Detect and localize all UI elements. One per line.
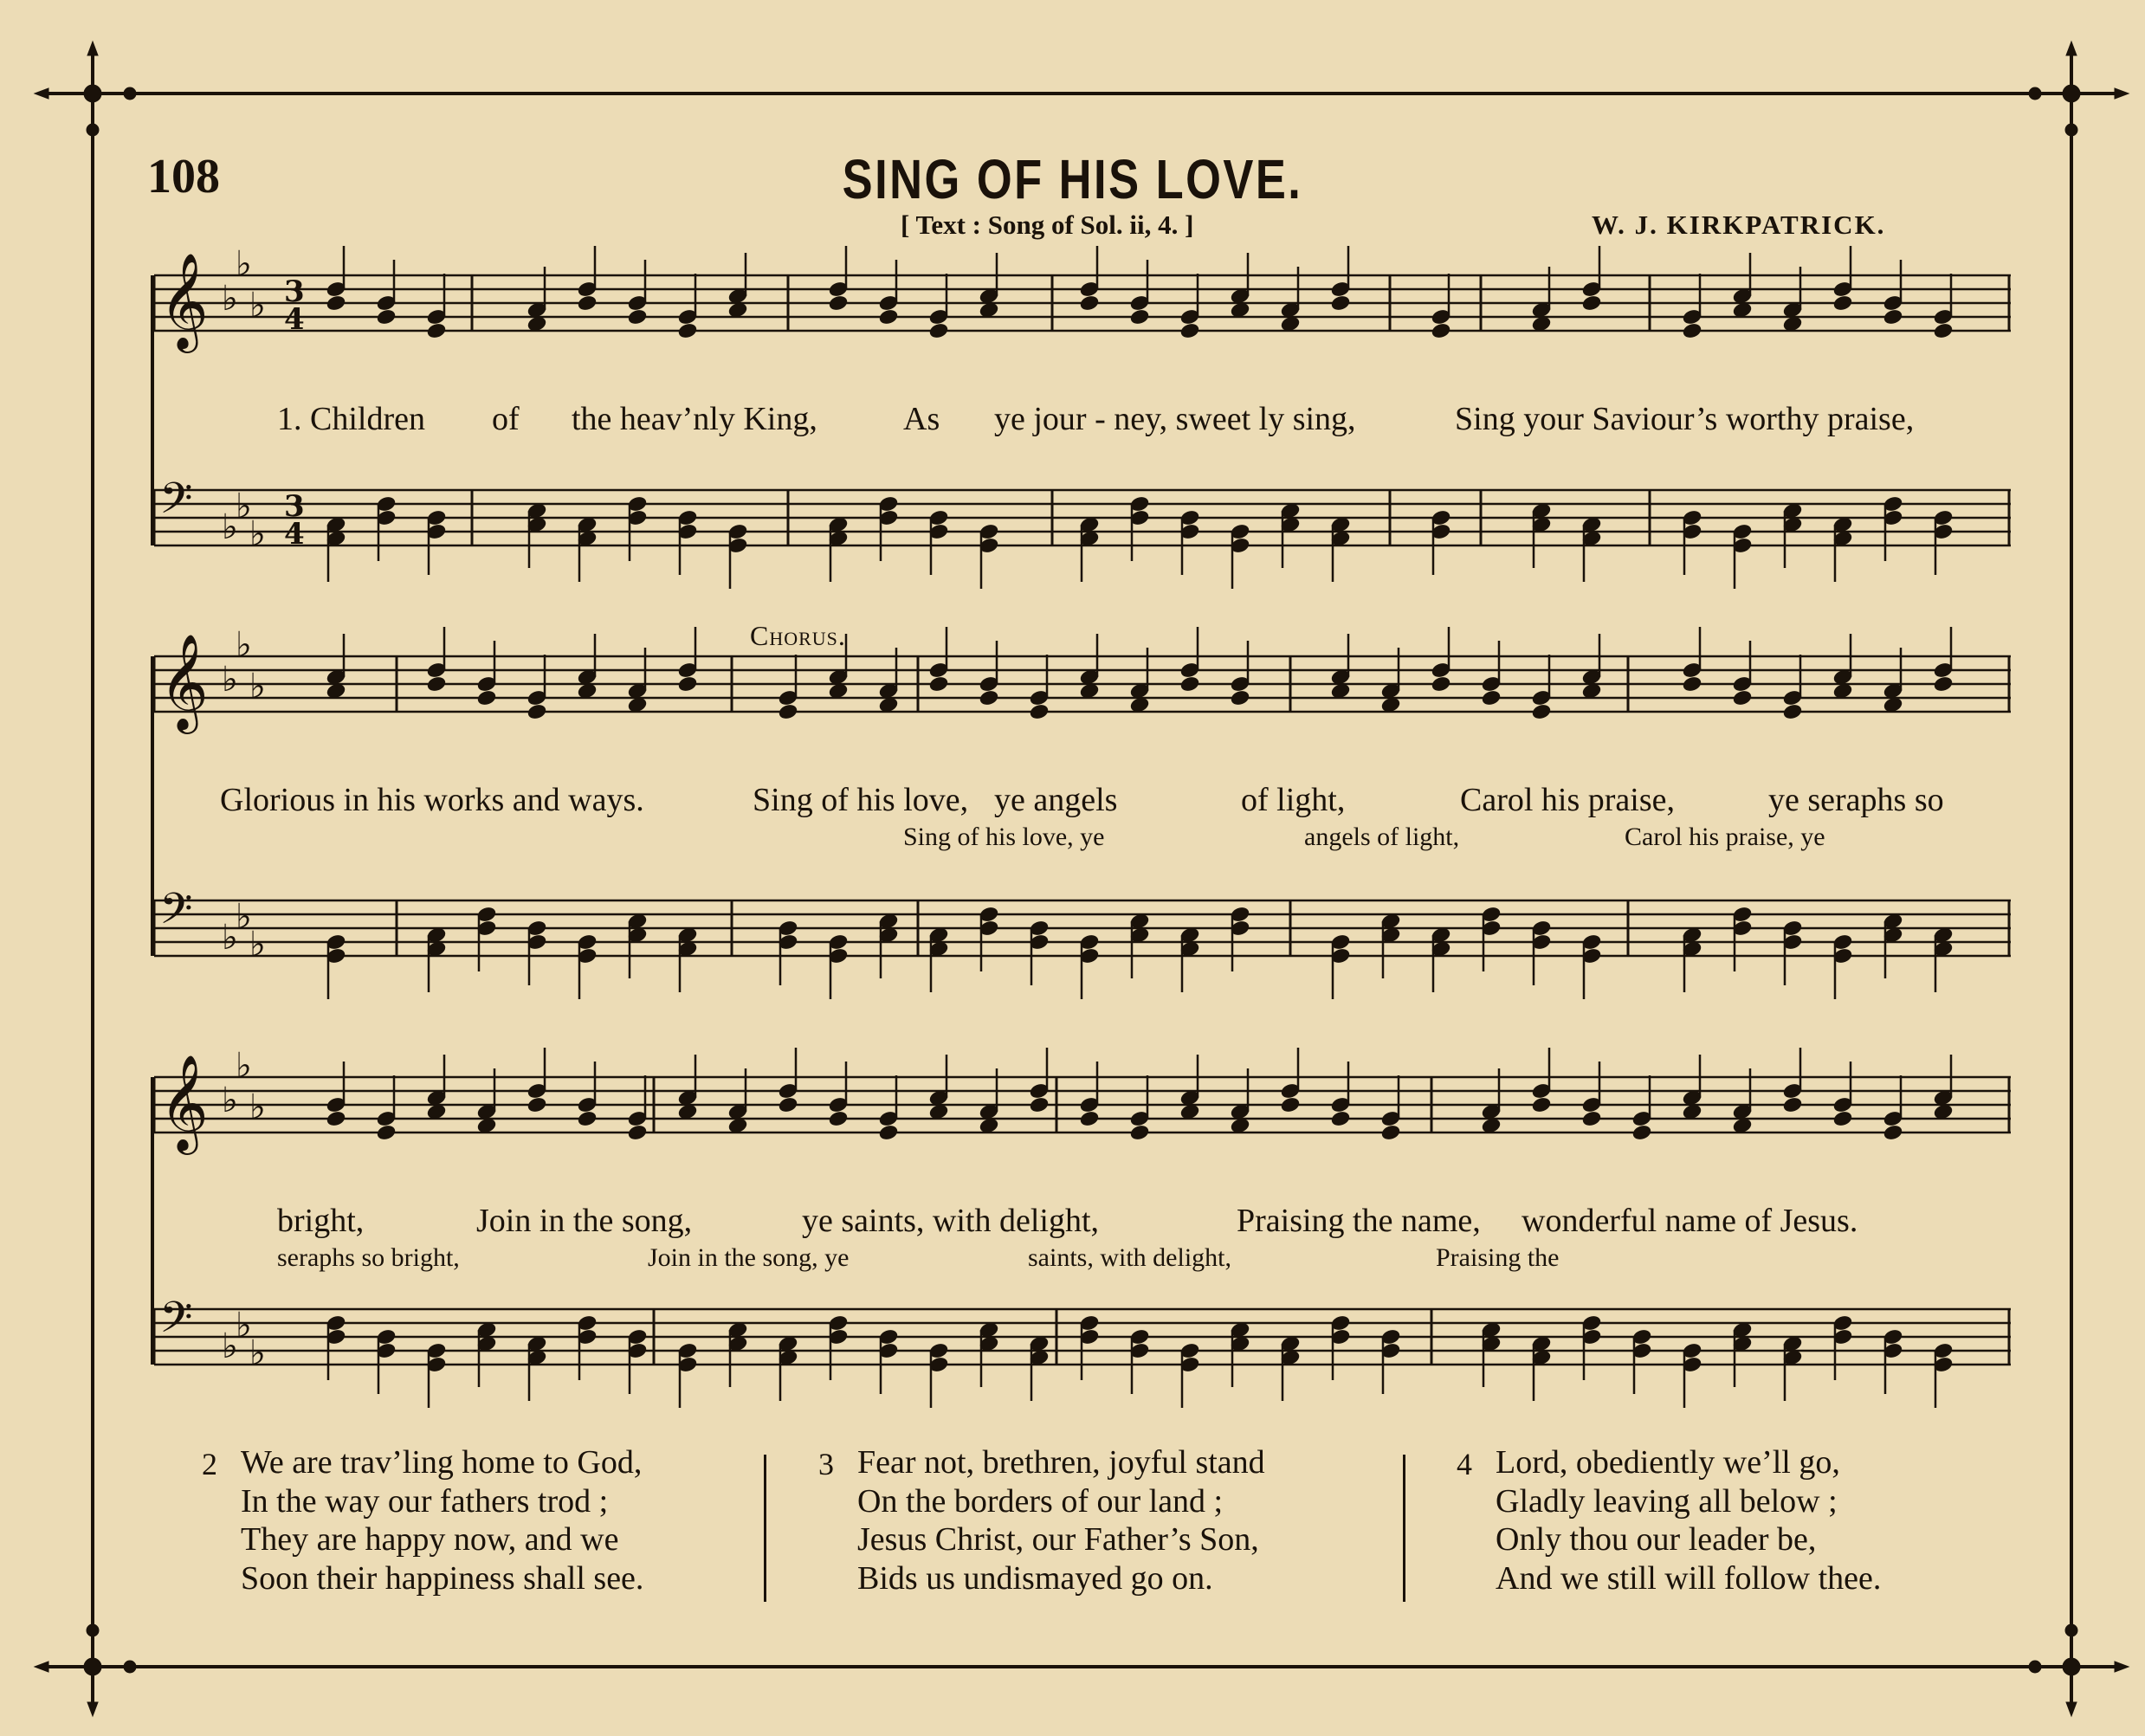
lyric-s2-1: Glorious in his works and ways. <box>220 782 644 818</box>
verse-3 <box>857 1443 1265 1597</box>
verse-4-line-3: Only thou our leader be, <box>1496 1521 1817 1558</box>
svg-text:♭: ♭ <box>249 1333 266 1373</box>
svg-text:♭: ♭ <box>236 897 252 937</box>
svg-text:♭: ♭ <box>222 279 238 319</box>
svg-text:♭: ♭ <box>249 286 266 326</box>
svg-text:𝄢: 𝄢 <box>159 1293 193 1353</box>
bass-lyric-s2-1: Sing of his love, ye <box>903 823 1105 851</box>
lyric-s3-3: ye saints, with delight, <box>802 1203 1100 1239</box>
svg-text:𝄢: 𝄢 <box>159 884 193 945</box>
svg-text:♭: ♭ <box>249 514 266 554</box>
verse-number-3: 3 <box>818 1447 834 1481</box>
chorus-label: Chorus. <box>750 620 846 651</box>
hymn-title: SING OF HIS LOVE. <box>842 148 1303 210</box>
svg-text:♭: ♭ <box>222 1326 238 1366</box>
verse-2-line-4: Soon their happiness shall see. <box>241 1559 644 1597</box>
composer: W. J. KIRKPATRICK. <box>1592 210 1886 240</box>
lyric-s1-2: of <box>492 401 520 437</box>
lyric-s3-5: wonderful name of Jesus. <box>1522 1203 1858 1239</box>
verse-2-line-2: In the way our fathers trod ; <box>241 1482 609 1520</box>
verse-4 <box>1496 1443 1881 1597</box>
lyric-s1-6: Sing your Saviour’s worthy praise, <box>1455 401 1915 437</box>
verse-4-line-1: Lord, obediently we’ll go, <box>1496 1444 1840 1481</box>
text-reference: [ Text : Song of Sol. ii, 4. ] <box>901 210 1194 240</box>
lyric-s2-5: Carol his praise, <box>1460 782 1676 818</box>
svg-text:♭: ♭ <box>249 667 266 707</box>
lyric-s3-1: bright, <box>277 1203 365 1239</box>
bass-lyric-s3-3: saints, with delight, <box>1028 1243 1231 1272</box>
svg-text:♭: ♭ <box>236 487 252 526</box>
svg-text:3: 3 <box>284 274 305 309</box>
verse-3-line-4: Bids us undismayed go on. <box>857 1559 1213 1597</box>
svg-text:4: 4 <box>284 302 305 337</box>
svg-text:𝄞: 𝄞 <box>159 252 209 349</box>
svg-text:♭: ♭ <box>222 507 238 547</box>
verse-4-line-4: And we still will follow thee. <box>1496 1559 1882 1597</box>
svg-text:♭: ♭ <box>236 1306 252 1346</box>
bass-lyric-s3-4: Praising the <box>1436 1243 1560 1272</box>
svg-text:3: 3 <box>284 489 305 524</box>
verse-4-line-2: Gladly leaving all below ; <box>1496 1482 1838 1520</box>
page-number: 108 <box>147 150 220 203</box>
verse-2 <box>241 1443 643 1597</box>
verse-2-line-1: We are trav’ling home to God, <box>241 1444 643 1481</box>
svg-text:4: 4 <box>284 517 305 552</box>
lyric-s3-2: Join in the song, <box>476 1203 693 1239</box>
lyric-s1-3: the heav’nly King, <box>572 401 817 437</box>
svg-text:♭: ♭ <box>249 1087 266 1127</box>
verse-3-line-1: Fear not, brethren, joyful stand <box>857 1444 1265 1481</box>
lyric-s2-6: ye seraphs so <box>1768 782 1944 818</box>
bass-lyric-s2-3: Carol his praise, ye <box>1625 823 1825 851</box>
svg-text:♭: ♭ <box>236 625 252 665</box>
lyric-s1-5: ye jour - ney, sweet ly sing, <box>994 401 1356 437</box>
lyric-s3-4: Praising the name, <box>1237 1203 1481 1239</box>
verse-number-4: 4 <box>1457 1447 1472 1481</box>
svg-text:♭: ♭ <box>236 244 252 284</box>
svg-text:♭: ♭ <box>222 918 238 958</box>
svg-text:♭: ♭ <box>236 1046 252 1086</box>
verse-3-line-3: Jesus Christ, our Father’s Son, <box>857 1521 1259 1558</box>
svg-text:𝄞: 𝄞 <box>159 633 209 730</box>
lyric-s1-4: As <box>903 401 940 437</box>
bass-lyric-s3-1: seraphs so bright, <box>277 1243 460 1272</box>
verse-divider <box>1403 1455 1405 1602</box>
svg-text:𝄞: 𝄞 <box>159 1054 209 1151</box>
lyric-s2-3: ye angels <box>994 782 1118 818</box>
bass-lyric-s2-2: angels of light, <box>1304 823 1460 851</box>
bass-lyric-s3-2: Join in the song, ye <box>648 1243 850 1272</box>
lyric-s2-2: Sing of his love, <box>753 782 969 818</box>
verse-divider <box>764 1455 766 1602</box>
lyric-s1-1: 1. Children <box>277 401 425 437</box>
verse-number-2: 2 <box>202 1447 217 1481</box>
svg-text:♭: ♭ <box>249 925 266 965</box>
svg-text:♭: ♭ <box>222 1081 238 1120</box>
verse-3-line-2: On the borders of our land ; <box>857 1482 1224 1520</box>
svg-text:𝄢: 𝄢 <box>159 474 193 534</box>
lyric-s2-4: of light, <box>1241 782 1346 818</box>
verse-2-line-3: They are happy now, and we <box>241 1521 619 1558</box>
svg-text:♭: ♭ <box>222 660 238 700</box>
